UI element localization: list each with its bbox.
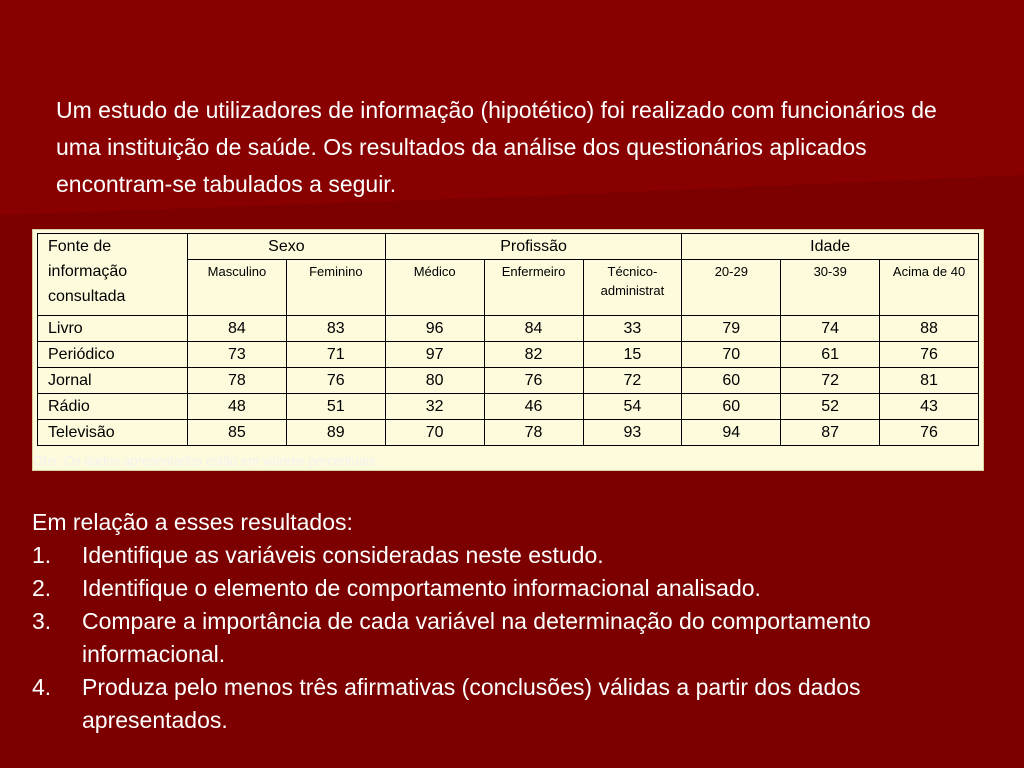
question-item bbox=[32, 572, 982, 605]
table-cell: 74 bbox=[781, 316, 880, 342]
table-cell: 60 bbox=[682, 394, 781, 420]
question-item bbox=[32, 671, 982, 737]
subheader-tecnico: Técnico-administrat bbox=[583, 260, 682, 316]
question-item bbox=[32, 539, 982, 572]
questions-lead: Em relação a esses resultados: bbox=[32, 509, 353, 535]
table-cell: 51 bbox=[286, 394, 385, 420]
row-source-label: Televisão bbox=[38, 420, 188, 446]
table-cell: 81 bbox=[880, 368, 979, 394]
table-cell: 76 bbox=[880, 420, 979, 446]
intro-paragraph: Um estudo de utilizadores de informação (hipotético) foi realizado com funcionários de uma instituição de saúde. Os resultados da análise dos questionários aplicados encontram-se tabulados a seguir. bbox=[56, 97, 937, 197]
table-cell: 72 bbox=[583, 368, 682, 394]
subheader-enfermeiro: Enfermeiro bbox=[484, 260, 583, 316]
table-cell: 88 bbox=[880, 316, 979, 342]
question-text: Produza pelo menos três afirmativas (conclusões) válidas a partir dos dados apresentados. bbox=[82, 674, 861, 733]
row-source-label: Periódico bbox=[38, 342, 188, 368]
table-cell: 48 bbox=[188, 394, 287, 420]
question-number: 3. bbox=[32, 608, 52, 634]
table-cell: 79 bbox=[682, 316, 781, 342]
subheader-acima-40: Acima de 40 bbox=[880, 260, 979, 316]
subheader-20-29: 20-29 bbox=[682, 260, 781, 316]
table-row bbox=[38, 316, 979, 342]
questions-section bbox=[32, 506, 982, 737]
table-cell: 89 bbox=[286, 420, 385, 446]
table-cell: 97 bbox=[385, 342, 484, 368]
question-number: 2. bbox=[32, 575, 52, 601]
table-cell: 96 bbox=[385, 316, 484, 342]
table-cell: 15 bbox=[583, 342, 682, 368]
question-item bbox=[32, 605, 982, 671]
table-cell: 43 bbox=[880, 394, 979, 420]
table-cell: 70 bbox=[385, 420, 484, 446]
table-row bbox=[38, 368, 979, 394]
table-cell: 76 bbox=[286, 368, 385, 394]
row-source-label: Rádio bbox=[38, 394, 188, 420]
table-cell: 46 bbox=[484, 394, 583, 420]
table-cell: 76 bbox=[880, 342, 979, 368]
data-table bbox=[37, 233, 979, 446]
row-source-label: Jornal bbox=[38, 368, 188, 394]
table-row bbox=[38, 394, 979, 420]
subheader-masculino: Masculino bbox=[188, 260, 287, 316]
table-group-header-row bbox=[38, 234, 979, 260]
table-row bbox=[38, 342, 979, 368]
table-cell: 60 bbox=[682, 368, 781, 394]
questions-list bbox=[32, 539, 982, 737]
table-cell: 78 bbox=[188, 368, 287, 394]
table-note: Obs. Os dados apresentados estão em valores percentuais. bbox=[33, 453, 380, 468]
table-cell: 87 bbox=[781, 420, 880, 446]
table-cell: 73 bbox=[188, 342, 287, 368]
table-cell: 72 bbox=[781, 368, 880, 394]
subheader-medico: Médico bbox=[385, 260, 484, 316]
question-number: 1. bbox=[32, 542, 52, 568]
table-cell: 84 bbox=[484, 316, 583, 342]
subheader-30-39: 30-39 bbox=[781, 260, 880, 316]
question-text: Identifique as variáveis consideradas neste estudo. bbox=[82, 542, 604, 568]
table-cell: 52 bbox=[781, 394, 880, 420]
group-header-idade: Idade bbox=[682, 234, 979, 260]
table-cell: 54 bbox=[583, 394, 682, 420]
row-source-label: Livro bbox=[38, 316, 188, 342]
table-corner-label: Fonte de informação consultada bbox=[38, 234, 188, 316]
table-cell: 76 bbox=[484, 368, 583, 394]
table-cell: 71 bbox=[286, 342, 385, 368]
subheader-feminino: Feminino bbox=[286, 260, 385, 316]
question-text: Identifique o elemento de comportamento informacional analisado. bbox=[82, 575, 761, 601]
question-number: 4. bbox=[32, 674, 52, 700]
table-row bbox=[38, 420, 979, 446]
table-cell: 78 bbox=[484, 420, 583, 446]
table-cell: 94 bbox=[682, 420, 781, 446]
table-cell: 82 bbox=[484, 342, 583, 368]
table-cell: 85 bbox=[188, 420, 287, 446]
table-cell: 93 bbox=[583, 420, 682, 446]
table-cell: 83 bbox=[286, 316, 385, 342]
table-cell: 33 bbox=[583, 316, 682, 342]
data-table-panel bbox=[32, 229, 984, 471]
table-cell: 70 bbox=[682, 342, 781, 368]
table-cell: 32 bbox=[385, 394, 484, 420]
table-cell: 84 bbox=[188, 316, 287, 342]
table-cell: 80 bbox=[385, 368, 484, 394]
table-cell: 61 bbox=[781, 342, 880, 368]
group-header-sexo: Sexo bbox=[188, 234, 386, 260]
question-text: Compare a importância de cada variável na determinação do comportamento informacional. bbox=[82, 608, 871, 667]
group-header-profissao: Profissão bbox=[385, 234, 682, 260]
